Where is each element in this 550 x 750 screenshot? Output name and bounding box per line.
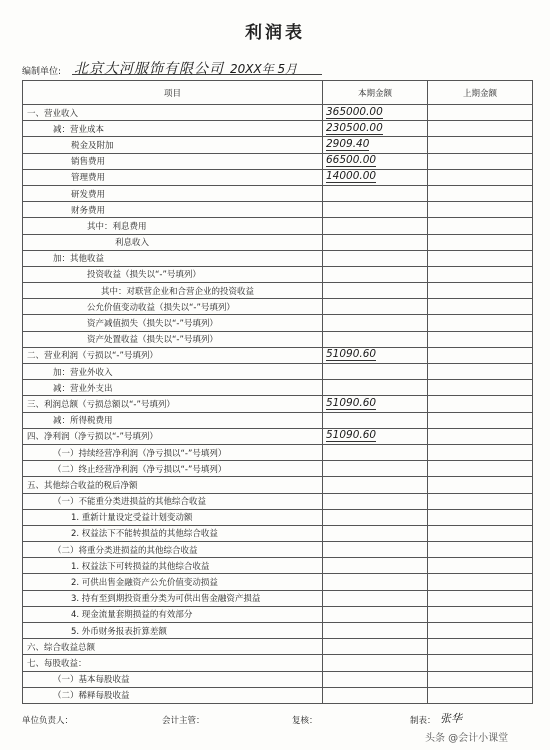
row-previous-amount [428, 655, 533, 671]
row-current-amount [323, 153, 428, 169]
table-row [23, 396, 533, 412]
row-previous-amount [428, 396, 533, 412]
row-current-amount [323, 542, 428, 558]
row-previous-amount [428, 639, 533, 655]
row-label: 财务费用 [23, 202, 323, 218]
row-current-amount [323, 655, 428, 671]
row-current-amount [323, 266, 428, 282]
row-previous-amount [428, 671, 533, 687]
row-label: 1. 权益法下可转损益的其他综合收益 [23, 558, 323, 574]
row-current-amount [323, 671, 428, 687]
table-row [23, 234, 533, 250]
footer-accountant: 会计主管： [162, 716, 205, 726]
row-label: 二、营业利润（亏损以“-”号填列） [23, 347, 323, 363]
table-row [23, 364, 533, 380]
table-row [23, 202, 533, 218]
income-table [22, 80, 533, 704]
row-label: 其中：对联营企业和合营企业的投资收益 [23, 283, 323, 299]
row-current-amount [323, 380, 428, 396]
row-label: 4. 现金流量套期损益的有效部分 [23, 606, 323, 622]
handwritten-amount: 51090.60 [326, 429, 377, 442]
row-previous-amount [428, 331, 533, 347]
table-row [23, 671, 533, 687]
handwritten-amount: 51090.60 [326, 396, 377, 409]
table-row [23, 266, 533, 282]
row-label: 其中：利息费用 [23, 218, 323, 234]
table-row [23, 558, 533, 574]
footer-review: 复核： [292, 716, 318, 726]
table-row [23, 105, 533, 121]
row-label: 加：营业外收入 [23, 364, 323, 380]
row-label: 六、综合收益总额 [23, 639, 323, 655]
row-label: 投资收益（损失以“-”号填列） [23, 266, 323, 282]
row-previous-amount [428, 185, 533, 201]
company-name: 北京大河服饰有限公司 [74, 61, 224, 77]
row-previous-amount [428, 218, 533, 234]
row-current-amount [323, 412, 428, 428]
row-label: 公允价值变动收益（损失以“-”号填列） [23, 299, 323, 315]
table-row [23, 509, 533, 525]
report-date: 20XX年 5月 [230, 62, 298, 76]
row-current-amount [323, 105, 428, 121]
row-previous-amount [428, 105, 533, 121]
row-label: 2. 可供出售金融资产公允价值变动损益 [23, 574, 323, 590]
row-label: 3. 持有至到期投资重分类为可供出售金融资产损益 [23, 590, 323, 606]
table-row [23, 542, 533, 558]
row-label: 减：营业成本 [23, 121, 323, 137]
row-current-amount [323, 185, 428, 201]
table-row [23, 590, 533, 606]
row-label: （一）不能重分类进损益的其他综合收益 [23, 493, 323, 509]
row-label: （一）基本每股收益 [23, 671, 323, 687]
row-previous-amount [428, 315, 533, 331]
row-current-amount [323, 364, 428, 380]
row-previous-amount [428, 574, 533, 590]
row-current-amount [323, 639, 428, 655]
table-body [23, 105, 533, 704]
table-row [23, 639, 533, 655]
row-current-amount [323, 299, 428, 315]
row-current-amount [323, 202, 428, 218]
row-label: 2. 权益法下不能转损益的其他综合收益 [23, 525, 323, 541]
row-current-amount [323, 331, 428, 347]
row-previous-amount [428, 606, 533, 622]
handwritten-amount: 51090.60 [326, 348, 377, 361]
row-current-amount [323, 396, 428, 412]
table-row [23, 493, 533, 509]
meta-underline [72, 74, 322, 75]
table-row [23, 461, 533, 477]
table-header-row [23, 81, 533, 105]
row-previous-amount [428, 299, 533, 315]
row-label: 减：营业外支出 [23, 380, 323, 396]
table-row [23, 315, 533, 331]
table-row [23, 428, 533, 444]
row-label: 1. 重新计量设定受益计划变动额 [23, 509, 323, 525]
row-previous-amount [428, 590, 533, 606]
table-row [23, 655, 533, 671]
page-title: 利润表 [245, 23, 305, 43]
table-row [23, 137, 533, 153]
row-label: （二）终止经营净利润（净亏损以“-”号填列） [23, 461, 323, 477]
row-label: 三、利润总额（亏损总额以“-”号填列） [23, 396, 323, 412]
row-current-amount [323, 283, 428, 299]
row-label: 管理费用 [23, 169, 323, 185]
row-previous-amount [428, 428, 533, 444]
row-current-amount [323, 525, 428, 541]
row-current-amount [323, 493, 428, 509]
row-current-amount [323, 509, 428, 525]
header-previous: 上期金额 [428, 81, 533, 105]
row-current-amount [323, 137, 428, 153]
row-previous-amount [428, 493, 533, 509]
table-row [23, 218, 533, 234]
row-label: 七、每股收益： [23, 655, 323, 671]
row-previous-amount [428, 412, 533, 428]
row-current-amount [323, 623, 428, 639]
watermark-text: 头条 @会计小课堂 [425, 733, 509, 744]
unit-label: 编制单位: [22, 67, 62, 77]
row-current-amount [323, 315, 428, 331]
handwritten-amount: 66500.00 [326, 154, 377, 167]
table-row [23, 687, 533, 703]
table-row [23, 169, 533, 185]
row-current-amount [323, 347, 428, 363]
row-previous-amount [428, 121, 533, 137]
row-previous-amount [428, 202, 533, 218]
row-current-amount [323, 169, 428, 185]
row-previous-amount [428, 509, 533, 525]
handwritten-amount: 14000.00 [326, 170, 377, 183]
header-item: 项目 [23, 81, 323, 105]
row-label: 资产处置收益（损失以“-”号填列） [23, 331, 323, 347]
table-row [23, 299, 533, 315]
row-previous-amount [428, 558, 533, 574]
table-row [23, 623, 533, 639]
footer-head: 单位负责人： [22, 716, 74, 726]
table-row [23, 250, 533, 266]
row-previous-amount [428, 153, 533, 169]
row-previous-amount [428, 461, 533, 477]
row-current-amount [323, 687, 428, 703]
row-label: （二）稀释每股收益 [23, 687, 323, 703]
table-row [23, 412, 533, 428]
row-current-amount [323, 444, 428, 460]
row-previous-amount [428, 380, 533, 396]
row-label: 5. 外币财务报表折算差额 [23, 623, 323, 639]
meta-row [22, 60, 532, 80]
row-current-amount [323, 428, 428, 444]
row-label: 加：其他收益 [23, 250, 323, 266]
row-current-amount [323, 477, 428, 493]
row-current-amount [323, 250, 428, 266]
row-current-amount [323, 234, 428, 250]
table-row [23, 606, 533, 622]
row-previous-amount [428, 542, 533, 558]
row-previous-amount [428, 444, 533, 460]
row-label: 五、其他综合收益的税后净额 [23, 477, 323, 493]
row-previous-amount [428, 477, 533, 493]
row-label: 资产减值损失（损失以“-”号填列） [23, 315, 323, 331]
table-row [23, 331, 533, 347]
row-previous-amount [428, 364, 533, 380]
row-previous-amount [428, 169, 533, 185]
table-row [23, 347, 533, 363]
table-row [23, 477, 533, 493]
handwritten-amount: 2909.40 [326, 137, 370, 150]
footer-maker: 制表： [410, 716, 436, 726]
maker-signature: 张华 [440, 712, 462, 725]
row-previous-amount [428, 347, 533, 363]
row-previous-amount [428, 283, 533, 299]
row-label: 研发费用 [23, 185, 323, 201]
handwritten-amount: 365000.00 [326, 105, 383, 118]
header-current: 本期金额 [323, 81, 428, 105]
table-row [23, 525, 533, 541]
row-previous-amount [428, 525, 533, 541]
row-label: （一）持续经营净利润（净亏损以“-”号填列） [23, 444, 323, 460]
row-previous-amount [428, 234, 533, 250]
row-previous-amount [428, 623, 533, 639]
row-label: 税金及附加 [23, 137, 323, 153]
table-row [23, 380, 533, 396]
row-current-amount [323, 606, 428, 622]
row-current-amount [323, 558, 428, 574]
table-row [23, 121, 533, 137]
row-label: 减：所得税费用 [23, 412, 323, 428]
table-row [23, 185, 533, 201]
row-label: （二）将重分类进损益的其他综合收益 [23, 542, 323, 558]
signature-footer [22, 712, 532, 728]
row-previous-amount [428, 250, 533, 266]
handwritten-amount: 230500.00 [326, 121, 383, 134]
table-row [23, 153, 533, 169]
row-current-amount [323, 574, 428, 590]
row-label: 利息收入 [23, 234, 323, 250]
row-label: 销售费用 [23, 153, 323, 169]
row-current-amount [323, 461, 428, 477]
row-previous-amount [428, 687, 533, 703]
table-row [23, 444, 533, 460]
row-current-amount [323, 218, 428, 234]
row-previous-amount [428, 137, 533, 153]
row-current-amount [323, 590, 428, 606]
table-row [23, 574, 533, 590]
table-row [23, 283, 533, 299]
row-label: 一、营业收入 [23, 105, 323, 121]
row-label: 四、净利润（净亏损以“-”号填列） [23, 428, 323, 444]
row-current-amount [323, 121, 428, 137]
row-previous-amount [428, 266, 533, 282]
